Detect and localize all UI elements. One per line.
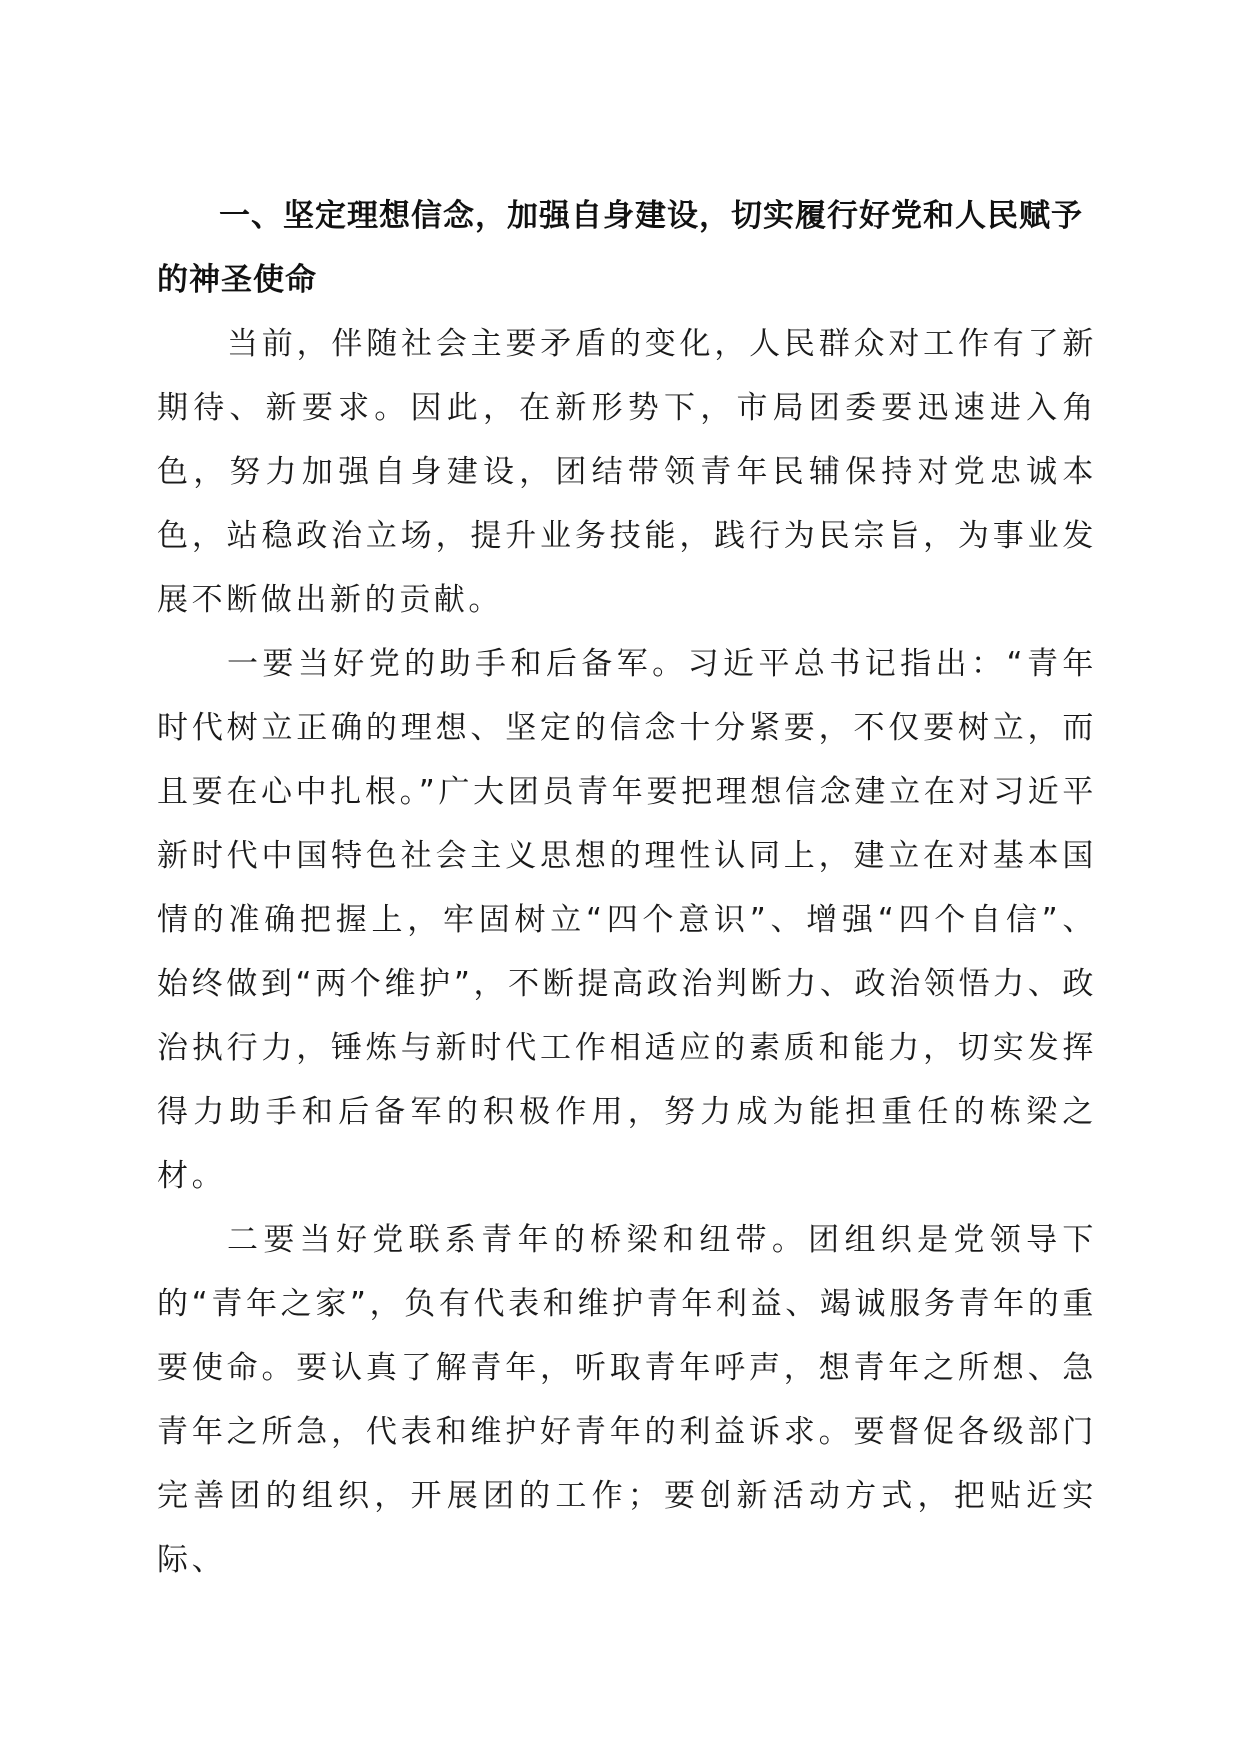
document-body bbox=[157, 184, 1097, 1592]
paragraph-current-situation: 当前，伴随社会主要矛盾的变化，人民群众对工作有了新期待、新要求。因此，在新形势下，市局团委要迅速进入角色，努力加强自身建设，团结带领青年民辅保持对党忠诚本色，站稳政治立场，提升业务技能，践行为民宗旨，为事业发展不断做出新的贡献。 bbox=[157, 326, 1097, 618]
section-heading: 一、坚定理想信念，加强自身建设，切实履行好党和人民赋予的神圣使命 bbox=[157, 198, 1083, 298]
paragraph-party-assistant: 一要当好党的助手和后备军。习近平总书记指出：“青年时代树立正确的理想、坚定的信念十分紧要，不仅要树立，而且要在心中扎根。”广大团员青年要把理想信念建立在对习近平新时代中国特色社会主义思想的理性认同上，建立在对基本国情的准确把握上，牢固树立“四个意识”、增强“四个自信”、始终做到“两个维护”，不断提高政治判断力、政治领悟力、政治执行力，锤炼与新时代工作相适应的素质和能力，切实发挥得力助手和后备军的积极作用，努力成为能担重任的栋梁之材。 bbox=[157, 646, 1097, 1194]
paragraph-youth-bridge: 二要当好党联系青年的桥梁和纽带。团组织是党领导下的“青年之家”，负有代表和维护青年利益、竭诚服务青年的重要使命。要认真了解青年，听取青年呼声，想青年之所想、急青年之所急，代表和维护好青年的利益诉求。要督促各级部门完善团的组织，开展团的工作；要创新活动方式，把贴近实际、 bbox=[157, 1222, 1097, 1578]
